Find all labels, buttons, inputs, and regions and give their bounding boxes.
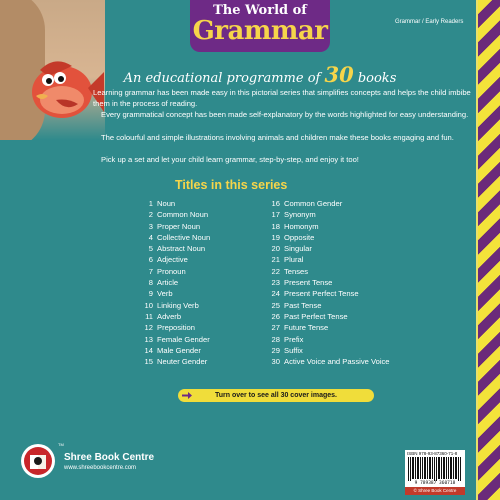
list-item-title: Female Gender xyxy=(157,334,210,344)
list-item-number: 2 xyxy=(148,210,153,220)
turn-over-banner xyxy=(178,389,374,402)
publisher-url: www.shreebookcentre.com xyxy=(64,465,137,471)
fish-illustration xyxy=(0,0,105,140)
list-item-title: Common Noun xyxy=(157,210,209,220)
list-item xyxy=(264,198,390,209)
list-item xyxy=(137,334,210,345)
list-item-title: Past Tense xyxy=(284,300,322,310)
isbn-text: ISBN 978-93-87360-71-8 xyxy=(407,451,458,456)
titles-list-right xyxy=(264,198,390,367)
list-item-title: Article xyxy=(157,278,179,288)
list-item-number: 15 xyxy=(144,357,153,367)
list-item-title: Active Voice and Passive Voice xyxy=(284,357,390,367)
list-item-number: 3 xyxy=(148,221,153,231)
list-item-title: Prefix xyxy=(284,334,304,344)
list-item xyxy=(264,232,390,243)
section-title: Titles in this series xyxy=(175,178,288,192)
list-item-title: Present Tense xyxy=(284,278,333,288)
titles-list-left xyxy=(137,198,210,367)
headline-number: 30 xyxy=(324,62,354,87)
category-tag: Grammar / Early Readers xyxy=(395,19,464,25)
description-paragraph-2: Every grammatical concept has been made self-explanatory by the words highlighted for easy understanding. xyxy=(101,110,469,119)
list-item xyxy=(137,209,210,220)
list-item-number: 16 xyxy=(271,199,280,208)
list-item xyxy=(264,209,390,220)
list-item xyxy=(264,311,390,322)
arrow-icon xyxy=(182,392,192,399)
list-item xyxy=(137,266,210,277)
list-item xyxy=(264,300,390,311)
list-item-number: 25 xyxy=(271,300,280,310)
list-item-title: Plural xyxy=(284,255,304,265)
list-item-title: Tenses xyxy=(284,266,309,276)
description-paragraph-1: Learning grammar has been made easy in this pictorial series that simplifies concepts and helps the child imbibe them in the process of reading. xyxy=(93,88,471,109)
list-item-number: 30 xyxy=(271,357,280,367)
description-paragraph-4: Pick up a set and let your child learn grammar, step-by-step, and enjoy it too! xyxy=(101,155,359,164)
list-item-title: Singular xyxy=(284,244,312,254)
list-item xyxy=(137,322,210,333)
list-item xyxy=(264,221,390,232)
list-item xyxy=(137,243,210,254)
series-title-big: Grammar xyxy=(192,16,328,46)
list-item-number: 13 xyxy=(144,334,153,344)
list-item-title: Collective Noun xyxy=(157,232,211,242)
list-item-title: Noun xyxy=(157,199,176,208)
list-item-number: 9 xyxy=(148,289,153,299)
list-item-number: 6 xyxy=(148,255,153,265)
list-item-title: Pronoun xyxy=(157,266,186,276)
list-item-number: 18 xyxy=(271,221,280,231)
list-item xyxy=(264,266,390,277)
headline-post: books xyxy=(353,71,397,86)
publisher-name: Shree Book Centre xyxy=(64,452,155,463)
list-item-number: 5 xyxy=(148,244,153,254)
list-item-title: Adjective xyxy=(157,255,188,265)
list-item-number: 29 xyxy=(271,345,280,355)
list-item xyxy=(137,311,210,322)
list-item xyxy=(137,288,210,299)
list-item xyxy=(137,232,210,243)
list-item-title: Linking Verb xyxy=(157,300,199,310)
list-item xyxy=(264,345,390,356)
list-item-title: Present Perfect Tense xyxy=(284,289,359,299)
list-item-title: Suffix xyxy=(284,345,303,355)
list-item-title: Homonym xyxy=(284,221,319,231)
list-item-number: 8 xyxy=(148,278,153,288)
list-item-title: Synonym xyxy=(284,210,316,220)
list-item-number: 22 xyxy=(271,266,280,276)
list-item-number: 17 xyxy=(271,210,280,220)
series-title-small: The World of xyxy=(213,3,307,18)
list-item-number: 28 xyxy=(271,334,280,344)
list-item xyxy=(137,277,210,288)
list-item-number: 20 xyxy=(271,244,280,254)
list-item-title: Common Gender xyxy=(284,199,343,208)
list-item xyxy=(137,198,210,209)
list-item-number: 12 xyxy=(144,323,153,333)
list-item-number: 10 xyxy=(144,300,153,310)
list-item-title: Past Perfect Tense xyxy=(284,311,348,321)
list-item-number: 1 xyxy=(148,199,153,208)
list-item-number: 21 xyxy=(271,255,280,265)
list-item-title: Opposite xyxy=(284,232,315,242)
headline-pre: An educational programme of xyxy=(123,71,325,86)
list-item xyxy=(137,221,210,232)
list-item xyxy=(137,254,210,265)
list-item xyxy=(264,356,390,367)
list-item-title: Male Gender xyxy=(157,345,201,355)
list-item-number: 11 xyxy=(145,311,153,321)
list-item xyxy=(264,254,390,265)
description-paragraph-3: The colourful and simple illustrations involving animals and children make these books engaging and fun. xyxy=(101,133,454,142)
list-item-title: Abstract Noun xyxy=(157,244,206,254)
list-item-title: Neuter Gender xyxy=(157,357,208,367)
right-stripes xyxy=(478,0,500,500)
series-title-banner xyxy=(190,0,330,52)
barcode-bars xyxy=(408,457,462,481)
list-item-number: 14 xyxy=(144,345,153,355)
trademark-mark: TM xyxy=(58,442,64,447)
list-item xyxy=(264,288,390,299)
list-item xyxy=(137,356,210,367)
list-item xyxy=(137,300,210,311)
publisher-logo xyxy=(20,443,56,479)
barcode-digits: 9 789387 360718 xyxy=(414,481,456,486)
list-item xyxy=(137,345,210,356)
list-item xyxy=(264,243,390,254)
list-item-title: Adverb xyxy=(157,311,182,321)
copyright-strip: © Shree Book Centre xyxy=(405,487,465,495)
barcode xyxy=(405,450,465,495)
stripe-edge xyxy=(476,0,478,500)
headline xyxy=(110,62,410,87)
list-item-number: 26 xyxy=(271,311,280,321)
list-item-number: 27 xyxy=(271,323,280,333)
list-item xyxy=(264,334,390,345)
list-item-number: 4 xyxy=(148,232,153,242)
list-item-number: 7 xyxy=(148,266,153,276)
list-item-title: Proper Noun xyxy=(157,221,201,231)
list-item-title: Future Tense xyxy=(284,323,329,333)
list-item-title: Preposition xyxy=(157,323,195,333)
list-item-title: Verb xyxy=(157,289,173,299)
list-item-number: 19 xyxy=(271,232,280,242)
list-item xyxy=(264,277,390,288)
turn-over-text: Turn over to see all 30 cover images. xyxy=(214,392,338,399)
list-item-number: 23 xyxy=(271,278,280,288)
list-item xyxy=(264,322,390,333)
list-item-number: 24 xyxy=(271,289,280,299)
